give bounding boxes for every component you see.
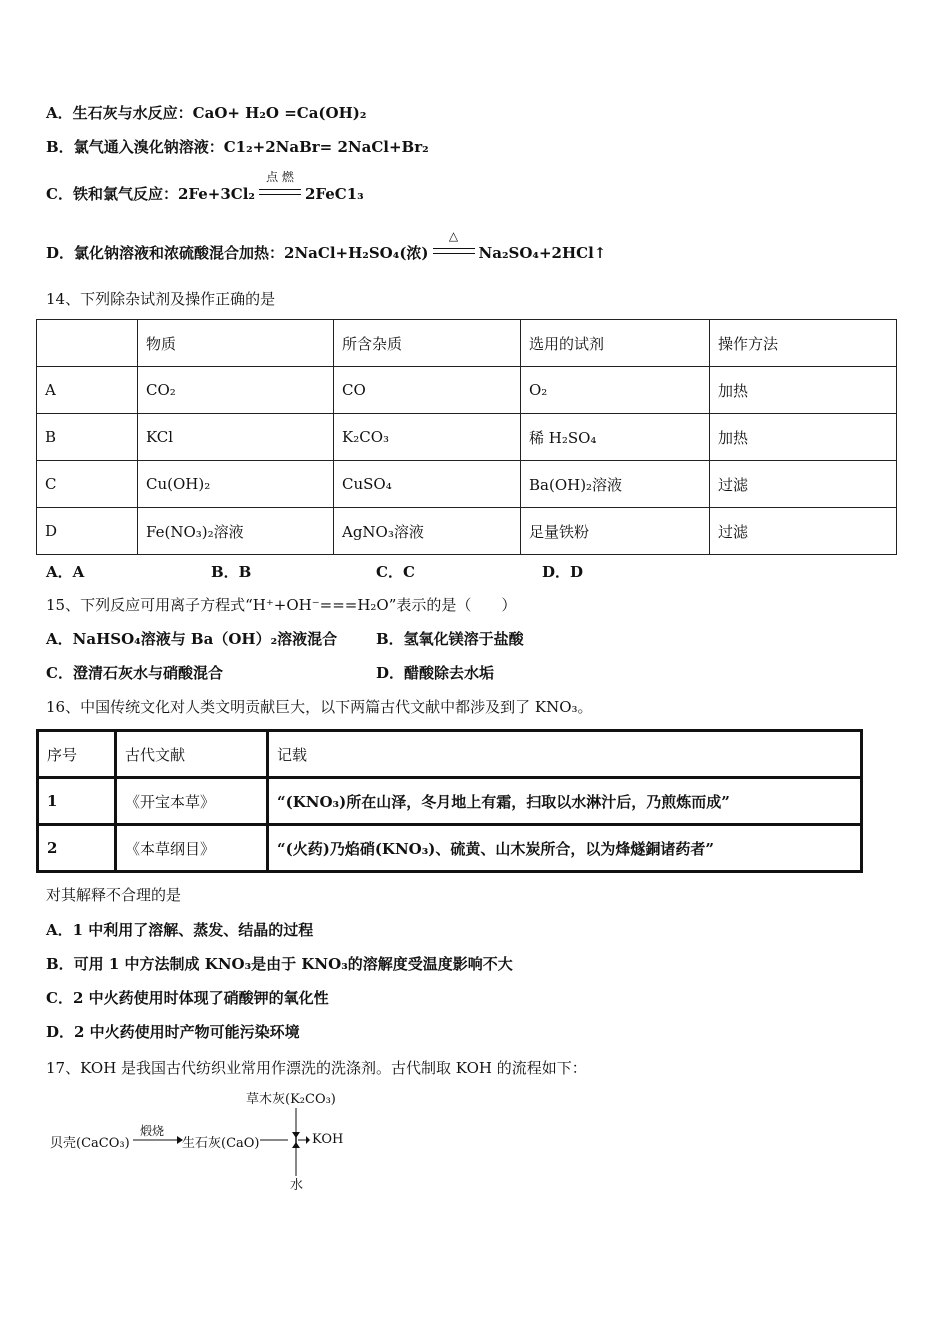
reaction-condition: △ xyxy=(431,242,477,262)
q14-option-b: B．B xyxy=(211,563,252,581)
reaction-condition: 点 燃 xyxy=(257,183,303,203)
q15-stem: 15、下列反应可用离子方程式“H⁺+OH⁻===H₂O”表示的是（ ） xyxy=(46,596,517,614)
table-row: A CO₂ CO O₂ 加热 xyxy=(37,367,897,414)
flow-start: 贝壳(CaCO₃) xyxy=(50,1136,130,1151)
q17-stem: 17、KOH 是我国古代纺织业常用作漂洗的洗涤剂。古代制取 KOH 的流程如下： xyxy=(46,1059,587,1077)
q14-option-a: A．A xyxy=(46,563,85,581)
q16-option-b: B．可用 1 中方法制成 KNO₃是由于 KNO₃的溶解度受温度影响不大 xyxy=(46,955,513,973)
q16-option-a: A．1 中利用了溶解、蒸发、结晶的过程 xyxy=(46,921,314,939)
q16-option-d: D．2 中火药使用时产物可能污染环境 xyxy=(46,1023,300,1041)
header-cell: 物质 xyxy=(138,320,334,367)
q15-option-d: D．醋酸除去水垢 xyxy=(376,664,495,682)
q16-option-c: C．2 中火药使用时体现了硝酸钾的氧化性 xyxy=(46,989,329,1007)
header-cell: 所含杂质 xyxy=(334,320,521,367)
equation: C1₂+2NaBr= 2NaCl+Br₂ xyxy=(223,138,429,156)
flow-product: KOH xyxy=(312,1132,344,1147)
header-cell xyxy=(37,320,138,367)
q16-sub-stem: 对其解释不合理的是 xyxy=(46,886,182,904)
q14-stem: 14、下列除杂试剂及操作正确的是 xyxy=(46,290,276,308)
flow-top-input: 草木灰(K₂CO₃) xyxy=(246,1092,336,1107)
header-cell: 记载 xyxy=(268,731,862,778)
header-cell: 选用的试剂 xyxy=(521,320,710,367)
q15-option-c: C．澄清石灰水与硝酸混合 xyxy=(46,664,223,682)
table-row: D Fe(NO₃)₂溶液 AgNO₃溶液 足量铁粉 过滤 xyxy=(37,508,897,555)
flow-junction-arrows xyxy=(260,1104,310,1184)
table-row: 1 《开宝本草》 “(KNO₃)所在山泽，冬月地上有霜，扫取以水淋汁后，乃煎炼而成” xyxy=(38,778,862,825)
header-cell: 序号 xyxy=(38,731,116,778)
arrow-right-icon xyxy=(133,1134,183,1146)
q14-table xyxy=(36,319,897,555)
q17-flow-diagram xyxy=(50,1088,370,1198)
table-row: B KCl K₂CO₃ 稀 H₂SO₄ 加热 xyxy=(37,414,897,461)
q13-option-a: A．生石灰与水反应：CaO+ H₂O =Ca(OH)₂ xyxy=(46,104,367,122)
flow-mid: 生石灰(CaO) xyxy=(182,1136,260,1151)
q13-option-c: C．铁和氯气反应：2Fe+3Cl₂ 点 燃 2FeC1₃ xyxy=(46,170,364,203)
q14-option-c: C．C xyxy=(376,563,415,581)
q15-option-a: A．NaHSO₄溶液与 Ba（OH）₂溶液混合 xyxy=(46,630,338,648)
header-cell: 操作方法 xyxy=(710,320,897,367)
flow-bottom-input: 水 xyxy=(290,1178,304,1193)
table-row: C Cu(OH)₂ CuSO₄ Ba(OH)₂溶液 过滤 xyxy=(37,461,897,508)
flow-arrow-label: 煅烧 xyxy=(140,1124,165,1138)
q14-options xyxy=(46,562,646,582)
q13-option-b: B．氯气通入溴化钠溶液：C1₂+2NaBr= 2NaCl+Br₂ xyxy=(46,138,429,156)
q13-option-d: D．氯化钠溶液和浓硫酸混合加热：2NaCl+H₂SO₄(浓) △ Na₂SO₄+2HCl↑ xyxy=(46,229,607,262)
table-header-row xyxy=(37,320,897,367)
q15-option-b: B．氢氧化镁溶于盐酸 xyxy=(376,630,524,648)
q16-stem: 16、中国传统文化对人类文明贡献巨大，以下两篇古代文献中都涉及到了 KNO₃。 xyxy=(46,698,593,716)
q15-options-row1 xyxy=(46,629,746,649)
table-header-row xyxy=(38,731,862,778)
header-cell: 古代文献 xyxy=(116,731,268,778)
q16-table xyxy=(36,729,863,873)
q15-options-row2 xyxy=(46,663,746,683)
q14-option-d: D．D xyxy=(542,563,584,581)
equation: CaO+ H₂O =Ca(OH)₂ xyxy=(192,104,367,122)
table-row: 2 《本草纲目》 “(火药)乃焰硝(KNO₃)、硫黄、山木炭所合，以为烽燧銅诸药者” xyxy=(38,825,862,872)
